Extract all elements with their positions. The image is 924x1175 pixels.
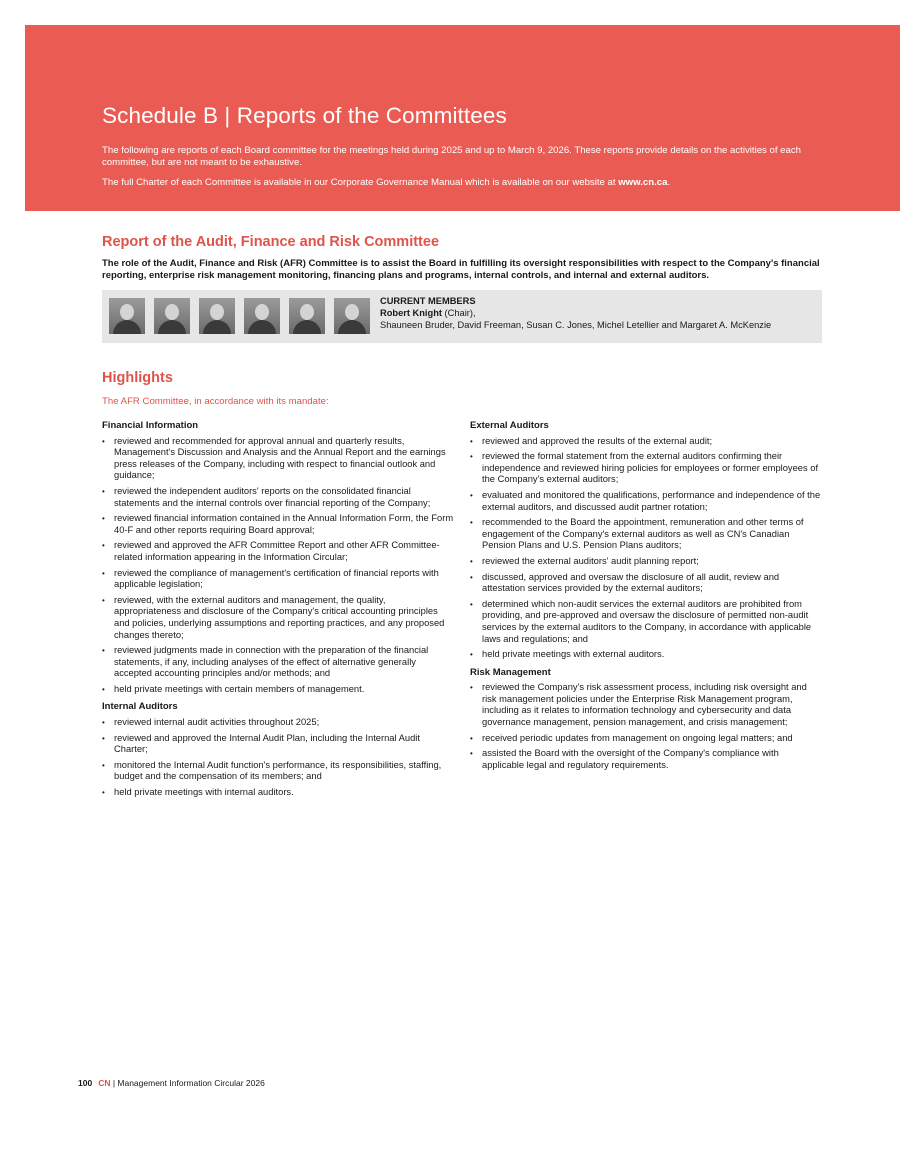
list-item-text: discussed, approved and oversaw the disclosure of all audit, review and attestation services provided by the external auditors; <box>482 571 780 594</box>
bullet-icon: • <box>102 788 105 798</box>
list-item-text: reviewed internal audit activities throughout 2025; <box>114 717 320 728</box>
members-chair <box>380 308 476 318</box>
charter-end: . <box>667 177 671 188</box>
bullet-icon: • <box>102 595 105 605</box>
list-item-text: reviewed the formal statement from the external auditors confirming their independence and reviewed hiring policies for employees or former employees of the Company's external auditors; <box>482 451 819 485</box>
member-photo <box>199 298 235 334</box>
list-item-text: reviewed and recommended for approval annual and quarterly results, Management's Discussion and Analysis and the Annual Report and the earnings press releases of the Company, including with respect to financial outlook and guidance; <box>114 435 446 481</box>
list-item-text: reviewed the external auditors' audit planning report; <box>482 555 699 566</box>
list-item <box>102 760 454 783</box>
bullet-icon: • <box>102 733 105 743</box>
list-item <box>470 556 822 568</box>
list-item <box>102 684 454 696</box>
members-others: Shauneen Bruder, David Freeman, Susan C. Jones, Michel Letellier and Margaret A. McKenzie <box>380 320 772 330</box>
bullet-icon: • <box>102 436 105 446</box>
list-item-text: monitored the Internal Audit function's performance, its responsibilities, staffing, budget and the compensation of its members; and <box>114 759 442 782</box>
list-item <box>102 595 454 641</box>
list-item-text: held private meetings with internal auditors. <box>114 787 294 798</box>
bullet-icon: • <box>470 518 473 528</box>
bullet-icon: • <box>102 718 105 728</box>
document-title: | Management Information Circular 2026 <box>110 1078 265 1088</box>
bullet-icon: • <box>470 556 473 566</box>
list-item-text: reviewed, with the external auditors and management, the quality, appropriateness and disclosure of the Company's critical accounting principles and policies, underlying assumptions and reporting practices, and any proposed changes thereto; <box>114 594 445 640</box>
bullet-icon: • <box>102 568 105 578</box>
bullet-icon: • <box>102 514 105 524</box>
list-item <box>102 540 454 563</box>
list-item <box>470 599 822 645</box>
list-item-text: held private meetings with certain members of management. <box>114 683 365 694</box>
bullet-icon: • <box>102 684 105 694</box>
list-item <box>102 645 454 680</box>
member-photo <box>334 298 370 334</box>
list-item-text: reviewed and approved the AFR Committee Report and other AFR Committee-related information appearing in the Information Circular; <box>114 540 440 562</box>
section-heading: Internal Auditors <box>102 701 178 713</box>
banner-charter <box>102 177 832 189</box>
bullet-icon: • <box>470 650 473 660</box>
banner-intro: The following are reports of each Board committee for the meetings held during 2025 and up to March 9, 2026. These reports provide details on the activities of each committee, but are not meant to be exhaustive. <box>102 145 801 168</box>
page-footer <box>78 1078 265 1088</box>
bullet-icon: • <box>470 572 473 582</box>
page-number: 100 <box>78 1078 93 1088</box>
member-photo <box>244 298 280 334</box>
list-item-text: reviewed and approved the Internal Audit Plan, including the Internal Audit Charter; <box>114 732 420 755</box>
highlights-right-column <box>470 420 822 775</box>
highlights-subtitle: The AFR Committee, in accordance with its mandate: <box>102 396 329 407</box>
list-item-text: reviewed judgments made in connection with the preparation of the financial statements, if any, including analyses of the effect of alternative generally accepted accounting principles and/or methods; and <box>114 645 429 679</box>
list-item <box>102 717 454 729</box>
list-item <box>470 733 822 745</box>
list-item <box>102 486 454 509</box>
bullet-icon: • <box>102 646 105 656</box>
report-description: The role of the Audit, Finance and Risk (AFR) Committee is to assist the Board in fulfilling its oversight responsibilities with respect to the Company's financial reporting, enterprise risk management monitoring, financing plans and programs, internal controls, and internal and external auditors. <box>102 258 820 281</box>
page-title: Schedule B | Reports of the Committees <box>102 103 507 128</box>
member-photo <box>154 298 190 334</box>
bullet-icon: • <box>470 683 473 693</box>
bullet-icon: • <box>470 749 473 759</box>
list-item-text: assisted the Board with the oversight of the Company's compliance with applicable legal and regulatory requirements. <box>482 748 779 770</box>
list-item <box>470 490 822 513</box>
list-item-text: received periodic updates from management on ongoing legal matters; and <box>482 732 793 743</box>
list-item <box>102 513 454 536</box>
list-item-text: determined which non-audit services the external auditors are prohibited from providing, and pre-approved and oversaw the disclosure of permitted non-audit services by the external auditors to the Company, in accordance with applicable laws and regulations; and <box>482 598 812 644</box>
header-banner <box>25 25 900 211</box>
member-photo <box>289 298 325 334</box>
bullet-icon: • <box>470 733 473 743</box>
list-item <box>102 787 454 799</box>
list-item <box>470 649 822 661</box>
list-item-text: held private meetings with external auditors. <box>482 649 665 660</box>
list-item <box>102 436 454 482</box>
bullet-list <box>470 682 822 771</box>
brand-label: CN <box>98 1078 111 1088</box>
list-item <box>470 436 822 448</box>
bullet-icon: • <box>102 760 105 770</box>
list-item-text: reviewed the independent auditors' reports on the consolidated financial statements and the internal controls over financial reporting of the Company; <box>114 485 431 508</box>
section-heading: Financial Information <box>102 420 199 431</box>
members-label: CURRENT MEMBERS <box>380 296 476 306</box>
list-item-text: reviewed the compliance of management's certification of financial reports with applicable legislation; <box>114 567 439 590</box>
member-photo <box>109 298 145 334</box>
bullet-icon: • <box>470 490 473 500</box>
bullet-list <box>470 436 822 661</box>
list-item-text: reviewed and approved the results of the external audit; <box>482 435 713 446</box>
list-item <box>470 748 822 771</box>
list-item <box>470 572 822 595</box>
highlights-left-column <box>102 420 454 803</box>
list-item-text: reviewed financial information contained in the Annual Information Form, the Form 40-F and other reports requiring Board approval; <box>114 513 454 535</box>
bullet-icon: • <box>470 436 473 446</box>
list-item-text: reviewed the Company's risk assessment process, including risk oversight and risk management policies under the Enterprise Risk Management program, including as it relates to information technology and cybersecurity and data governance management, pension management, and crisis management; <box>482 682 807 728</box>
list-item-text: evaluated and monitored the qualifications, performance and independence of the external auditors, and discussed audit partner rotation; <box>482 489 821 512</box>
bullet-list <box>102 436 454 696</box>
list-item-text: recommended to the Board the appointment, remuneration and other terms of engagement of the Company's external auditors as well as CN's Canadian Pension Plans and U.S. Pension Plans auditors; <box>482 517 804 551</box>
bullet-list <box>102 717 454 799</box>
list-item <box>102 568 454 591</box>
highlights-title: Highlights <box>102 370 173 386</box>
members-box <box>102 290 822 343</box>
bullet-icon: • <box>470 599 473 609</box>
chair-name: Robert Knight <box>380 308 442 318</box>
chair-role: (Chair), <box>441 308 476 318</box>
bullet-icon: • <box>470 452 473 462</box>
section-heading: Risk Management <box>470 666 551 678</box>
website-link[interactable]: www.cn.ca <box>618 177 668 188</box>
list-item <box>470 451 822 486</box>
charter-text: The full Charter of each Committee is available in our Corporate Governance Manual which is available on our website at <box>102 177 619 188</box>
section-heading: External Auditors <box>470 420 549 431</box>
bullet-icon: • <box>102 541 105 551</box>
list-item <box>470 682 822 728</box>
bullet-icon: • <box>102 486 105 496</box>
report-title: Report of the Audit, Finance and Risk Committee <box>102 234 440 250</box>
list-item <box>102 733 454 756</box>
list-item <box>470 517 822 552</box>
